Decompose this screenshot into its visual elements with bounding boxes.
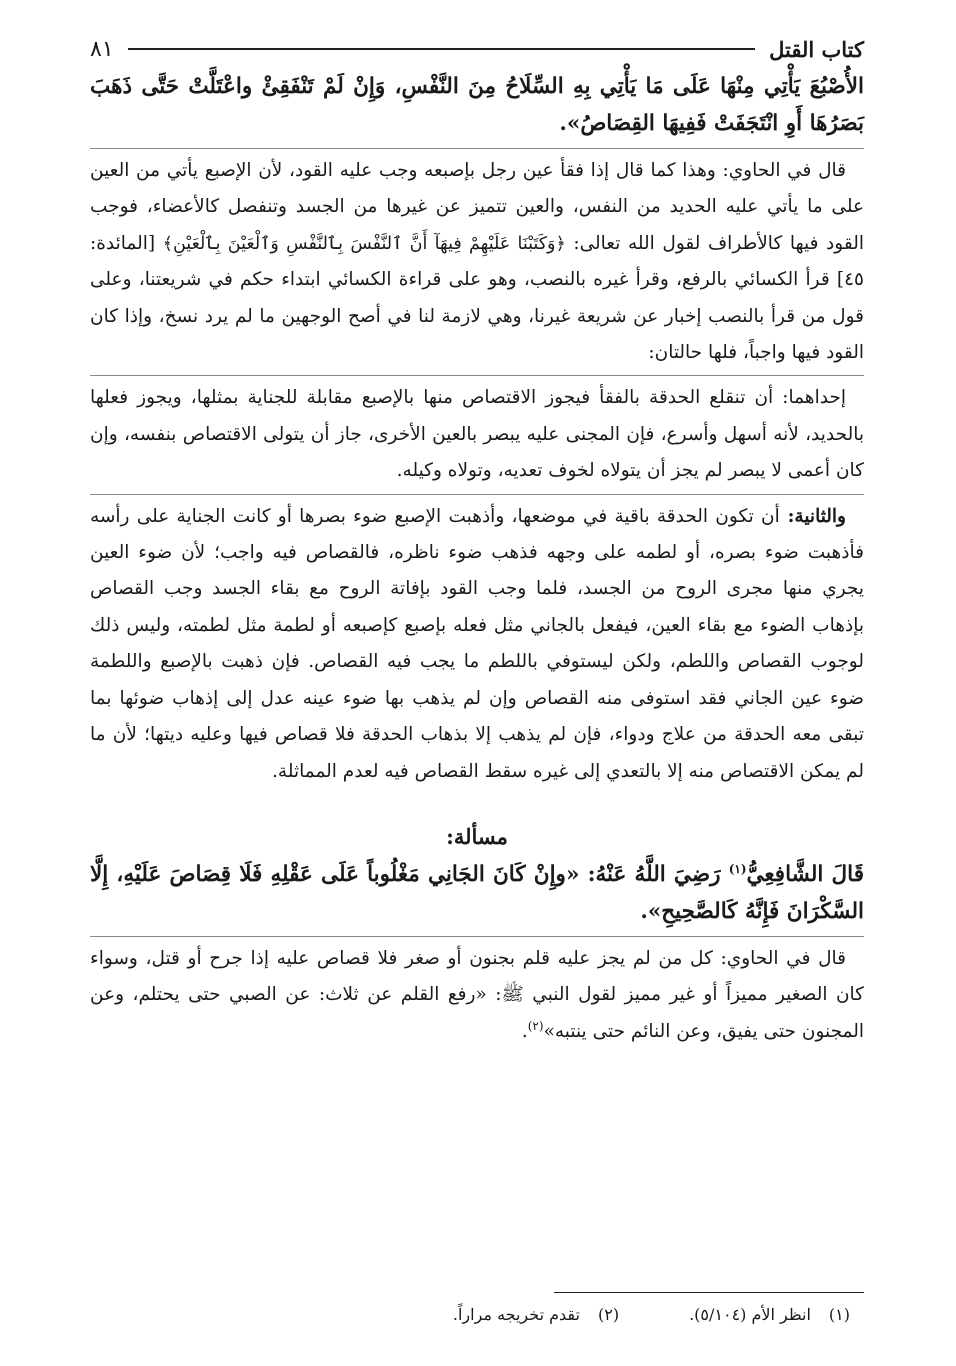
paragraph-lead: والثانية:	[779, 505, 846, 527]
commentary-text: .	[521, 1020, 528, 1042]
header-rule	[128, 48, 755, 50]
page-number: ٨١	[90, 36, 114, 62]
matn-text: رَضِيَ اللَّهُ عَنْهُ: «وإِنْ كَانَ الجَانِي مَغْلُوباً عَلَى عَقْلِهِ فَلَا قِصَاصَ عَلَيْهِ، إِلَّا السَّكْرَانَ فَإِنَّهُ كَالصَّحِيحِ».	[90, 861, 864, 924]
footnote-number: (١)	[828, 1305, 850, 1324]
footnote-ref: (١)	[728, 861, 747, 876]
commentary-paragraph-3	[90, 499, 864, 790]
section-divider	[90, 148, 864, 149]
matn-text: قَالَ الشَّافِعِيُّ	[746, 861, 864, 887]
footnote-rule	[554, 1292, 864, 1293]
footnotes	[90, 1292, 864, 1324]
book-page	[90, 30, 864, 1366]
quran-verse: ﴿وَكَتَبْنَا عَلَيْهِمْ فِيهَآ أَنَّ ٱلنَّفْسَ بِٱلنَّفْسِ وَٱلْعَيْنَ بِٱلْعَيْنِ﴾	[162, 233, 566, 254]
commentary-text: قال في الحاوي: كل من لم يجز عليه قلم بجنون أو صغر فلا قصاص عليه إذا جرح أو قتل، وسواء كان الصغير مميزاً أو غير مميز لقول النبي ﷺ: «رفع القلم عن ثلاث: عن الصبي حتى يحتلم، وعن المجنون حتى يفيق، وعن النائم حتى ينتبه»	[90, 947, 864, 1042]
masala-commentary	[90, 941, 864, 1050]
commentary-paragraph-2: إحداهما: أن تنقلع الحدقة بالفقأ فيجوز الاقتصاص منها بالإصبع مقابلة للجناية بمثلها، ويجوز فعلها بالحديد، لأنه أسهل وأسرع، فإن المجنى عليه يبصر بالعين الأخرى، جاز أن يتولى الاقتصاص بنفسه، وإن كان أعمى لا يبصر لم يجز أن يتولاه لخوف تعديه، وتولاه وكيله.	[90, 387, 864, 482]
masala-matn	[90, 856, 864, 930]
footnote-1	[689, 1305, 850, 1324]
footnote-2	[453, 1305, 619, 1324]
running-head	[90, 30, 864, 68]
section-divider	[90, 375, 864, 376]
footnote-text: انظر الأم (٥/١٠٤).	[689, 1305, 811, 1324]
commentary-text: أن تكون الحدقة باقية في موضعها، وأذهبت الإصبع ضوء بصرها أو كانت الجناية على رأسه فأذهبت ضوء بصره، أو لطمه على وجهه فذهب ضوء ناظره، فالقصاص فيه واجب؛ لأن ضوء العين يجري منها مجرى الروح من الجسد، فلما وجب القود بإفاتة الروح مع بقاء الجسد وجب القصاص بإذهاب الضوء مع بقاء العين، فيفعل بالجاني مثل فعله بإصبع كإصبعه أو لطمة مثل لطمته، وليس ذلك لوجوب القصاص واللطم، ولكن ليستوفي باللطم ما يجب فيه القصاص. فإن ذهبت بالإصبع واللطمة ضوء عين الجاني فقد استوفى منه القصاص وإن لم يذهب بها ضوء عينه عدل إلى إذهاب ضوئها بما تبقى معه الحدقة من علاج ودواء، فإن لم يذهب إلا بذهاب الحدقة فلا قصاص فيها وعليه ديتها؛ لأن ما لم يمكن الاقتصاص منه إلا بالتعدي إلى غيره سقط القصاص فيه لعدم المماثلة.	[90, 505, 864, 782]
commentary-text: قال في الحاوي: وهذا كما قال إذا فقأ عين رجل بإصبعه وجب عليه القود، لأن الإصبع يأتي من العين على ما يأتي عليه الحديد من النفس، والعين تتميز عن غيرها من الجسد وتنفصل كالأعضاء، فوجب القود فيها كالأطراف لقول الله تعالى:	[90, 160, 864, 254]
commentary-text: [المائدة: ٤٥] قرأ الكسائي بالرفع، وقرأ غيره بالنصب، وهو على قراءة الكسائي ابتداء حكم في شريعتنا، وعلى قول من قرأ بالنصب إخبار عن شريعة غيرنا، وهي لازمة لنا في أصح الوجهين ما لم يرد نسخ، وإذا كان القود فيها واجباً، فلها حالتان:	[90, 232, 864, 364]
masala-heading: مسألة:	[446, 823, 508, 849]
footnote-number: (٢)	[597, 1305, 620, 1324]
section-divider	[90, 936, 864, 937]
commentary-paragraph-1	[90, 153, 864, 371]
footnote-ref: (٢)	[527, 1018, 544, 1033]
book-title: كتاب القتل	[769, 36, 864, 62]
section-divider	[90, 494, 864, 495]
footnote-row	[90, 1305, 864, 1324]
footnote-text: تقدم تخريجه مراراً.	[452, 1305, 580, 1324]
matn-paragraph: الأُصْبُعَ يَأْتِي مِنْهَا عَلَى مَا يَأْتِي بِهِ السِّلَاحُ مِنَ النَّفْسِ، وَإِنْ لَمْ تَنْفَقِئْ واعْتَلَّتْ حَتَّى ذَهَبَ بَصَرُهَا أَوِ انْتَجَفَتْ فَفِيهَا القِصَاصُ».	[90, 74, 864, 136]
